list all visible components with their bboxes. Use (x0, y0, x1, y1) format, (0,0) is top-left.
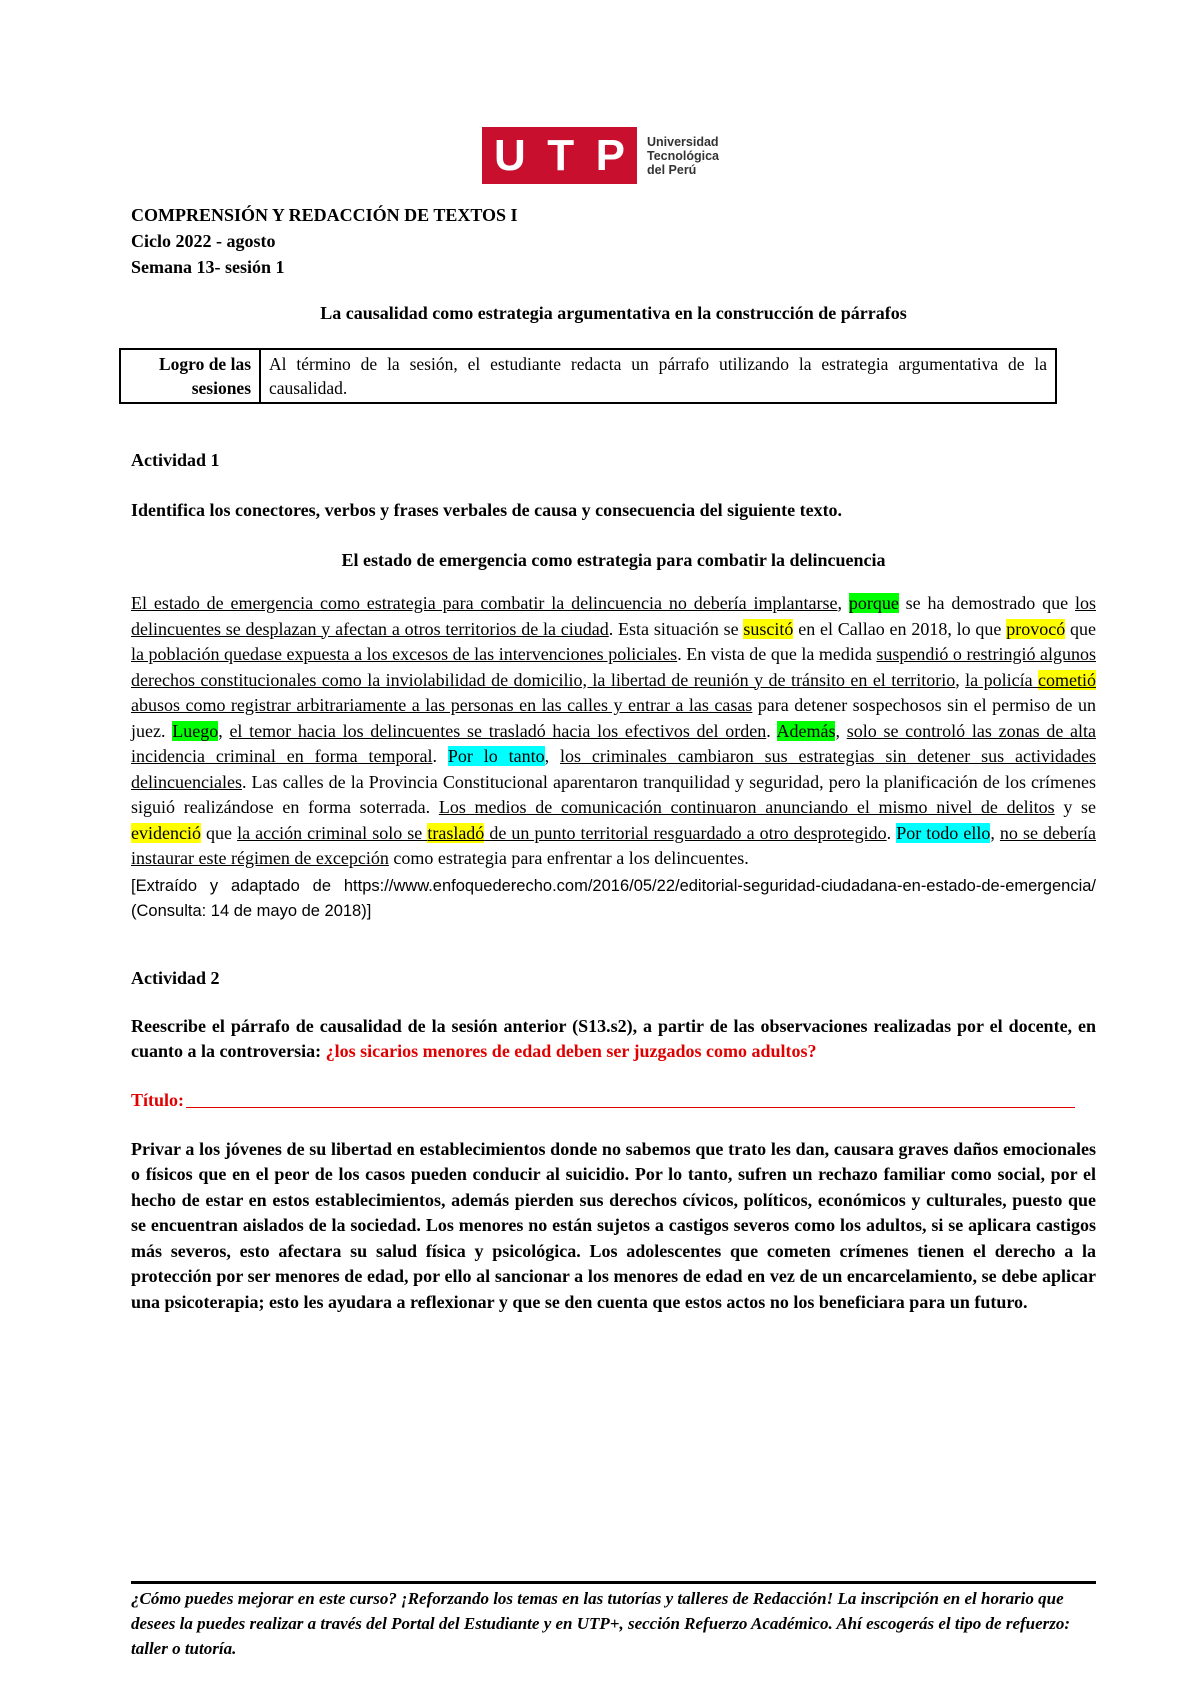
reading-paragraph (131, 591, 1096, 872)
utp-logo (482, 127, 719, 184)
underlined-phrase: suspendió o restringió algunos derechos constitucionales como la inviolabilidad de domicilio, la libertad de reunión y de tránsito en el territorio (131, 644, 1096, 690)
activity-1-heading: Actividad 1 (131, 450, 220, 470)
course-week: Semana 13- sesión 1 (131, 257, 285, 277)
highlight-green-connector: Luego (172, 720, 219, 741)
student-answer: Privar a los jóvenes de su libertad en establecimientos donde no sabemos que trato les dan, causara graves daños emocionales o físicos que en el peor de los casos pueden conducir al suicidio. Por lo tanto, sufren un rechazo familiar como social, por el hecho de estar en estos establecimientos, además pierden sus derechos cívicos, políticos, económicos y culturales, puesto que se encuentran aislados de la sociedad. Los menores no están sujetos a castigos severos como los adultos, si se aplicara castigos más severos, esto afectara su salud física y psicológica. Los adolescentes que cometen crímenes tienen el derecho a la protección por ser menores de edad, por ello al sancionar a los menores de edad en vez de un encarcelamiento, se debe aplicar una psicoterapia; esto les ayudara a reflexionar y que se den cuenta que estos actos no los beneficiara para un futuro. (131, 1138, 1096, 1312)
underlined-phrase: la policía (965, 669, 1039, 690)
underlined-phrase: abusos como registrar arbitrariamente a las personas en las calles y entrar a las casas (131, 695, 753, 715)
title-label: Título: (131, 1089, 185, 1110)
reading-text: . En vista de que la medida (677, 644, 877, 664)
reading-text: y se (1054, 797, 1096, 817)
highlight-yellow-verb: trasladó (427, 822, 485, 843)
course-cycle: Ciclo 2022 - agosto (131, 231, 276, 251)
reading-text: . Esta situación se (608, 618, 744, 639)
reading-text: , (990, 822, 1000, 843)
reading-text: . (432, 746, 448, 766)
reading-text: que (1065, 618, 1096, 639)
reading-title: El estado de emergencia como estrategia para combatir la delincuencia (341, 550, 886, 570)
reading-text: , (837, 593, 849, 613)
controversy-question: ¿los sicarios menores de edad deben ser juzgados como adultos? (325, 1041, 817, 1061)
logo-university-name (647, 135, 719, 177)
activity-2-instruction-text: Reescribe el párrafo de causalidad de la sesión anterior (S13.s2), a partir de las observaciones realizadas por el docente, en cuanto a la controversia: (131, 1015, 1096, 1061)
reading-text: , (835, 720, 847, 741)
highlight-cyan-connector: Por lo tanto (447, 746, 545, 766)
activity-1-instruction: Identifica los conectores, verbos y frases verbales de causa y consecuencia del siguiente texto. (131, 500, 843, 520)
reading-text: , (955, 669, 966, 690)
underlined-phrase: El estado de emergencia como estrategia para combatir la delincuencia no debería implantarse (131, 593, 838, 613)
reading-text: . (766, 720, 777, 741)
footer-note: ¿Cómo puedes mejorar en este curso? ¡Reforzando los temas en las tutorías y talleres de Redacción! La inscripción en el horario que desees la puedes realizar a través del Portal del Estudiante y en UTP+, sección Refuerzo Académico. Ahí escogerás el tipo de refuerzo: taller o tutoría. (131, 1589, 1071, 1658)
underlined-phrase: la población quedase expuesta a los excesos de las intervenciones policiales (131, 644, 678, 664)
logro-table (119, 348, 1057, 404)
underlined-phrase: la acción criminal solo se (237, 822, 428, 843)
highlight-yellow-verb: suscitó (743, 618, 794, 639)
reading-text: . Las calles de la Provincia Constitucional aparentaron tranquilidad y seguridad, pero la planificación de los crímenes siguió realizándose en forma soterrada. (131, 771, 1096, 817)
reading-text: para detener sospechosos sin el permiso de un juez. (131, 695, 1096, 741)
underlined-phrase: Los medios de comunicación continuaron anunciando el mismo nivel de delitos (438, 797, 1055, 817)
underlined-phrase: los criminales cambiaron sus estrategias sin detener sus actividades delincuenciales (131, 746, 1096, 792)
underlined-phrase: solo se controló las zonas de alta incidencia criminal en forma temporal (131, 720, 1097, 766)
highlight-yellow-verb: evidenció (131, 822, 201, 843)
reading-text: , (544, 746, 561, 766)
reading-text: en el Callao en 2018, lo que (793, 618, 1007, 639)
underlined-phrase: el temor hacia los delincuentes se trasladó hacia los efectivos del orden (229, 720, 767, 741)
highlight-green-connector: Además (776, 720, 836, 741)
highlight-cyan-connector: Por todo ello (896, 822, 991, 843)
highlight-green-connector: porque (848, 593, 899, 613)
activity-2-instruction (131, 1014, 1096, 1065)
course-name: COMPRENSIÓN Y REDACCIÓN DE TEXTOS I (131, 205, 518, 225)
logo-line-1: Universidad (647, 134, 719, 149)
logo-letter-t: T (547, 131, 575, 180)
reading-text: que (200, 822, 238, 843)
underlined-phrase: de un punto territorial resguardado a otro desprotegido (484, 822, 887, 843)
reading-text: se ha demostrado que (898, 593, 1075, 613)
title-underline (186, 1107, 1075, 1108)
logo-letter-p: P (595, 131, 625, 180)
activity-2-heading: Actividad 2 (131, 967, 220, 988)
document-body (131, 202, 1096, 1315)
underlined-phrase: no se debería instaurar este régimen de excepción (131, 822, 1096, 868)
reading-text: . (886, 822, 897, 843)
utp-logo-box (482, 127, 637, 184)
reading-text: como estrategia para enfrentar a los delincuentes. (388, 848, 749, 868)
reading-source: [Extraído y adaptado de https://www.enfoquederecho.com/2016/05/22/editorial-seguridad-ciudadana-en-estado-de-emergencia/ (Consulta: 14 de mayo de 2018)] (131, 876, 1096, 920)
footer-divider (131, 1581, 1096, 1584)
logro-text: Al término de la sesión, el estudiante redacta un párrafo utilizando la estrategia argumentativa de la causalidad. (260, 349, 1056, 403)
logo-line-3: del Perú (647, 162, 697, 177)
title-field (131, 1087, 1096, 1113)
logo-letter-u: U (494, 131, 526, 180)
underlined-phrase: los delincuentes se desplazan y afectan a otros territorios de la ciudad (131, 593, 1096, 639)
session-title: La causalidad como estrategia argumentativa en la construcción de párrafos (320, 303, 907, 323)
logro-label: Logro de las sesiones (120, 349, 260, 403)
highlight-yellow-verb: cometió (1038, 669, 1096, 690)
reading-text: , (218, 720, 230, 741)
logo-line-2: Tecnológica (647, 148, 720, 163)
highlight-yellow-verb: provocó (1006, 618, 1066, 639)
